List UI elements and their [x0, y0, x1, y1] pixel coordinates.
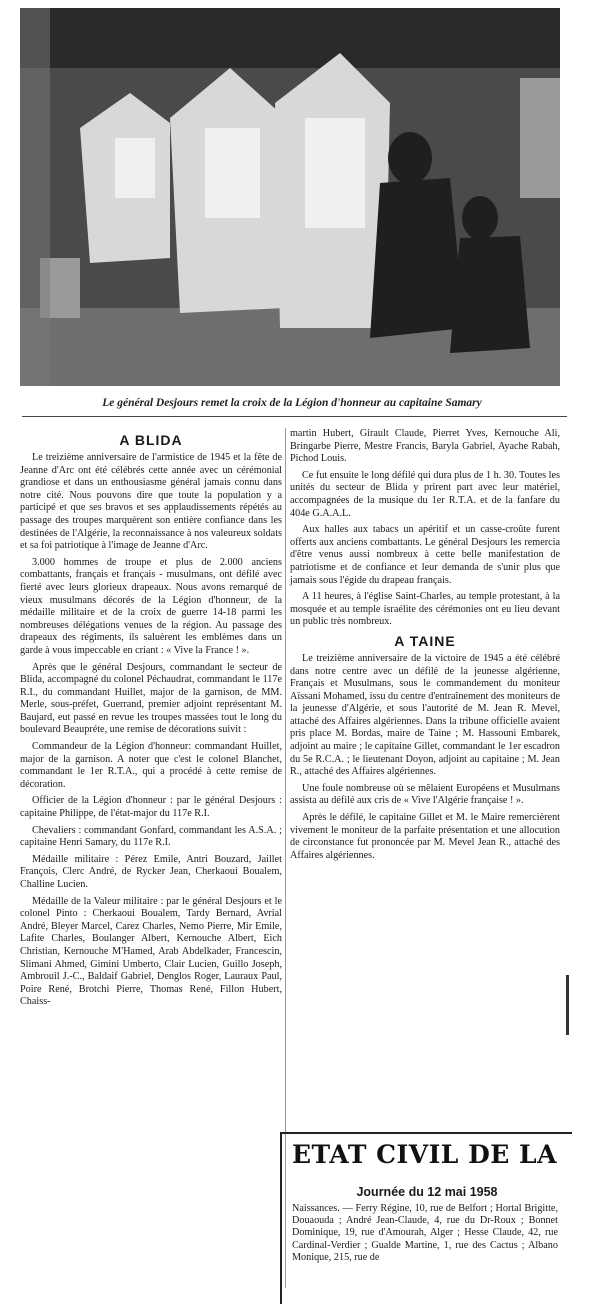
taine-paragraph: Après le défilé, le capitaine Gillet et M. le Maire remercièrent vivement le moniteur de la parfaite présentation et une allocution de circonstance fut prononcée par M. Mevel Jean R., attaché des Affaires algériennes.	[290, 812, 560, 861]
etat-civil-title: ETAT CIVIL DE LA	[292, 1140, 558, 1169]
blida-paragraph: Officier de la Légion d'honneur : par le général Desjours : capitaine Philippe, de l'état-major du 117e R.I.	[20, 795, 282, 820]
blida-continued-paragraph: martin Hubert, Girault Claude, Pierret Yves, Kernouche Ali, Bringarbe Pierre, Mestre Francis, Baryla Gabriel, Ayache Rabah, Pichod Louis.	[290, 428, 560, 465]
etat-civil-text: Naissances. — Ferry Régine, 10, rue de Belfort ; Hortal Brigitte, Douaouda ; André Jean-Claude, 4, rue du Dr-Roux ; Bonnet Dominique, 19, rue d'Amourah, Alger ; Hesse Claude, 42, rue Cardinal-Verdier ; Gualde Martine, 1, rue des Cactus ; Albano Monique, 215, rue de	[292, 1203, 558, 1263]
blida-paragraph: Chevaliers : commandant Gonfard, commandant les A.S.A. ; capitaine Henri Samary, du 117e R.I.	[20, 824, 282, 849]
news-photo	[20, 8, 560, 386]
blida-paragraph: Le treizième anniversaire de l'armistice de 1945 et la fête de Jeanne d'Arc ont été célébrés cette année avec un cérémonial grandiose et dans un enthousiasme général jamais connu dans notre cité. Nous pouvons dire que toute la population y a participé et que ses bravos et ses applaudissements répétés au passage des troupes marquèrent son entière confiance dans les destinées de l'Algérie, la reconnaissance à nos valeureux soldats et sa foi patriotique à l'image de Jeanne d'Arc.	[20, 452, 282, 552]
article-column-right	[290, 428, 560, 866]
taine-paragraph: Le treizième anniversaire de la victoire de 1945 a été célébré dans notre centre avec un défilé de la jeunesse algérienne, Français et Musulmans, sous le commandement du moniteur Aïssani Mohamed, issu du centre d'entraînement des moniteurs de la jeunesse d'Algérie, et sous l'autorité de M. Jean R. Mevel, attaché des Affaires algériennes. Dans la tribune officielle avaient pris place M. Bordas, maire de Taine ; M. Hassouni Embarek, adjoint au maire ; le capitaine Gillet, commandant le 1er escadron du 5e R.C.A. ; le lieutenant Doyon, adjoint au capitaine ; M. Jean R., attaché des Affaires algériennes.	[290, 652, 560, 778]
divider	[22, 416, 567, 417]
etat-civil-date: Journée du 12 mai 1958	[356, 1185, 498, 1199]
blida-continued-paragraph: Aux halles aux tabacs un apéritif et un casse-croûte furent offerts aux anciens combattants. Le général Desjours les remercia d'être venus aussi nombreux à cette belle manifestation de patriotisme et de confiance et leur demanda de s'unir plus que jamais sous l'égide du drapeau français.	[290, 524, 560, 586]
blida-continued-paragraph: A 11 heures, à l'église Saint-Charles, au temple protestant, à la mosquée et au temple israélite des cérémonies ont eu lieu devant un public très nombreux.	[290, 591, 560, 628]
blida-continued-paragraph: Ce fut ensuite le long défilé qui dura plus de 1 h. 30. Toutes les unités du secteur de Blida y prirent part avec leur matériel, accompagnées de la musique du 1er R.T.A. et de la fanfare du 404e G.A.A.L.	[290, 469, 560, 519]
taine-heading: A TAINE	[394, 632, 456, 649]
taine-paragraph: Une foule nombreuse où se mêlaient Européens et Musulmans assista au défilé aux cris de « Vive l'Algérie française ! ».	[290, 782, 560, 807]
blida-paragraph: Après que le général Desjours, commandant le secteur de Blida, accompagné du colonel Péchaudrat, commandant le 117e R.I., du commandant Huillet, major de la garnison, de MM. Merle, sous-préfet, Guerrand, premier adjoint représentant M. Baujard, eut passé en revue les troupes massées tout le long du boulevard Beaupréte, une remise de décorations suivit :	[20, 661, 282, 736]
blida-paragraph: 3.000 hommes de troupe et plus de 2.000 anciens combattants, français et français - musulmans, ont défilé avec fierté avec leurs glorieux drapeaux. Nous avons remarqué de vieux musulmans décorés de la Légion d'honneur, de la médaille militaire et de la croix de guerre 14-18 parmi les nombreuses délégations venues de la région. Au passage des drapeaux des régiments, ils saluèrent les emblèmes dans un garde à vous impeccable en criant : « Vive la France ! ».	[20, 556, 282, 656]
ceremony-photo-illustration	[20, 8, 560, 386]
blida-heading: A BLIDA	[119, 432, 183, 448]
margin-mark	[566, 975, 569, 1035]
article-blida	[20, 428, 282, 1013]
photo-caption: Le général Desjours remet la croix de la Légion d'honneur au capitaine Samary	[102, 397, 482, 409]
blida-paragraph: Médaille de la Valeur militaire : par le général Desjours et le colonel Pinto : Cherkaoui Boualem, Tardy Bernard, Avrial André, Bleyer Marcel, Carez Charles, Nemo Pierre, Mir Emile, Lafite Charles, Boulanger Albert, Kernouche Albert, Eich Christian, Kernouche M'Hamed, Arab Abdelkader, Francescin, Slimani Ahmed, Gimini Umberto, Clair Lucien, Guillo Joseph, Ambrouil J.-C., Baldaif Gabriel, Denglos Roger, Lauraux Paul, Poire René, Brotchi Pierre, Thomas René, Fillon Hubert, Chaiss-	[20, 895, 282, 1008]
blida-paragraph: Commandeur de la Légion d'honneur: commandant Huillet, major de la garnison. A noter que c'est le colonel Blanchet, commandant le 1er R.T.A., qui a procédé à cette remise de décoration.	[20, 741, 282, 790]
blida-paragraph: Médaille militaire : Pérez Emile, Antri Bouzard, Jaillet François, Clerc André, de Rycker Jean, Cherkaoui Boualem, Challine Lucien.	[20, 853, 282, 890]
